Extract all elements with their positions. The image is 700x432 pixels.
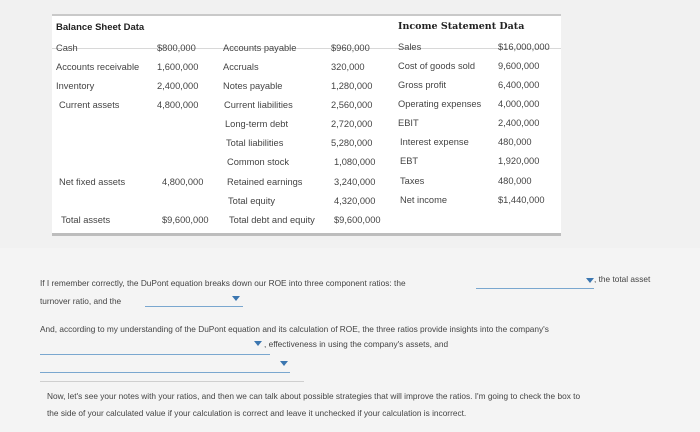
is-label-ebit: EBIT xyxy=(398,118,419,128)
is-value-ebit: 2,400,000 xyxy=(498,118,540,128)
is-label-ebt: EBT xyxy=(400,156,419,166)
income-statement-title: Income Statement Data xyxy=(398,21,525,32)
questions-section xyxy=(0,248,700,432)
bs-label-total-debt-equity: Total debt and equity xyxy=(229,215,315,225)
is-value-interest: 480,000 xyxy=(498,137,532,147)
financial-data-panel xyxy=(52,14,561,236)
bs-label-current-liabilities: Current liabilities xyxy=(224,100,293,110)
chevron-down-icon[interactable] xyxy=(232,296,240,301)
bs-value-common-stock: 1,080,000 xyxy=(334,157,376,167)
bs-value-total-equity: 4,320,000 xyxy=(334,196,376,206)
bs-value-total-debt-equity: $9,600,000 xyxy=(334,215,381,225)
bs-value-notes-payable: 1,280,000 xyxy=(331,81,373,91)
bs-value-cash: $800,000 xyxy=(157,43,196,53)
bs-value-total-assets: $9,600,000 xyxy=(162,215,209,225)
bs-label-common-stock: Common stock xyxy=(227,157,289,167)
bs-value-retained-earnings: 3,240,000 xyxy=(334,177,376,187)
bs-label-net-fixed-assets: Net fixed assets xyxy=(59,177,126,187)
bs-value-net-fixed-assets: 4,800,000 xyxy=(162,177,204,187)
bs-label-accruals: Accruals xyxy=(223,62,259,72)
q1-blank-1[interactable] xyxy=(476,288,594,289)
q3-text-line2: the side of your calculated value if your calculation is correct and leave it unchecked if your calculation is incorrect. xyxy=(47,408,467,418)
bs-value-ar: 1,600,000 xyxy=(157,62,199,72)
bs-label-total-equity: Total equity xyxy=(228,196,276,206)
bs-value-accruals: 320,000 xyxy=(331,62,365,72)
is-label-interest: Interest expense xyxy=(400,137,469,147)
is-value-sales: $16,000,000 xyxy=(498,42,550,52)
is-label-taxes: Taxes xyxy=(400,176,425,186)
is-value-operating-expenses: 4,000,000 xyxy=(498,99,540,109)
section-divider xyxy=(40,381,304,382)
is-label-sales: Sales xyxy=(398,42,422,52)
q1-blank-2[interactable] xyxy=(145,306,243,307)
bs-label-ap: Accounts payable xyxy=(223,43,297,53)
is-label-gross-profit: Gross profit xyxy=(398,80,447,90)
bs-label-retained-earnings: Retained earnings xyxy=(227,177,303,187)
bs-label-ar: Accounts receivable xyxy=(56,62,140,72)
bs-value-long-term-debt: 2,720,000 xyxy=(331,119,373,129)
balance-sheet-title: Balance Sheet Data xyxy=(56,22,145,33)
chevron-down-icon[interactable] xyxy=(280,361,288,366)
bs-label-notes-payable: Notes payable xyxy=(223,81,283,91)
header-rule xyxy=(52,14,561,16)
bs-value-current-liabilities: 2,560,000 xyxy=(331,100,373,110)
bs-label-current-assets: Current assets xyxy=(59,100,120,110)
q1-text-part2: , the total asset xyxy=(594,274,651,284)
is-value-net-income: $1,440,000 xyxy=(498,195,545,205)
bs-value-current-assets: 4,800,000 xyxy=(157,100,199,110)
bs-label-total-assets: Total assets xyxy=(61,215,111,225)
bs-value-inventory: 2,400,000 xyxy=(157,81,199,91)
is-label-net-income: Net income xyxy=(400,195,448,205)
bs-value-ap: $960,000 xyxy=(331,43,370,53)
q2-text-part1: And, according to my understanding of the DuPont equation and its calculation of ROE, the three ratios provide insights into the company's xyxy=(40,324,549,334)
q1-text-part1: If I remember correctly, the DuPont equation breaks down our ROE into three component ratios: the xyxy=(40,278,406,288)
is-value-taxes: 480,000 xyxy=(498,176,532,186)
q1-text-part3: turnover ratio, and the xyxy=(40,296,122,306)
chevron-down-icon[interactable] xyxy=(254,341,262,346)
is-value-gross-profit: 6,400,000 xyxy=(498,80,540,90)
q3-text-line1: Now, let's see your notes with your ratios, and then we can talk about possible strategies that will improve the ratios. I'm going to check the box to xyxy=(47,391,581,401)
is-label-operating-expenses: Operating expenses xyxy=(398,99,482,109)
bs-value-total-liabilities: 5,280,000 xyxy=(331,138,373,148)
q2-text-part2: , effectiveness in using the company's assets, and xyxy=(264,339,449,349)
bs-label-total-liabilities: Total liabilities xyxy=(226,138,284,148)
bs-label-long-term-debt: Long-term debt xyxy=(225,119,289,129)
is-value-cogs: 9,600,000 xyxy=(498,61,540,71)
is-label-cogs: Cost of goods sold xyxy=(398,61,476,71)
header-divider xyxy=(52,48,561,49)
chevron-down-icon[interactable] xyxy=(586,278,594,283)
bs-label-inventory: Inventory xyxy=(56,81,95,91)
bs-label-cash: Cash xyxy=(56,43,78,53)
q2-blank-1[interactable] xyxy=(40,354,270,355)
is-value-ebt: 1,920,000 xyxy=(498,156,540,166)
footer-rule xyxy=(52,233,561,236)
q2-blank-2[interactable] xyxy=(40,372,290,373)
